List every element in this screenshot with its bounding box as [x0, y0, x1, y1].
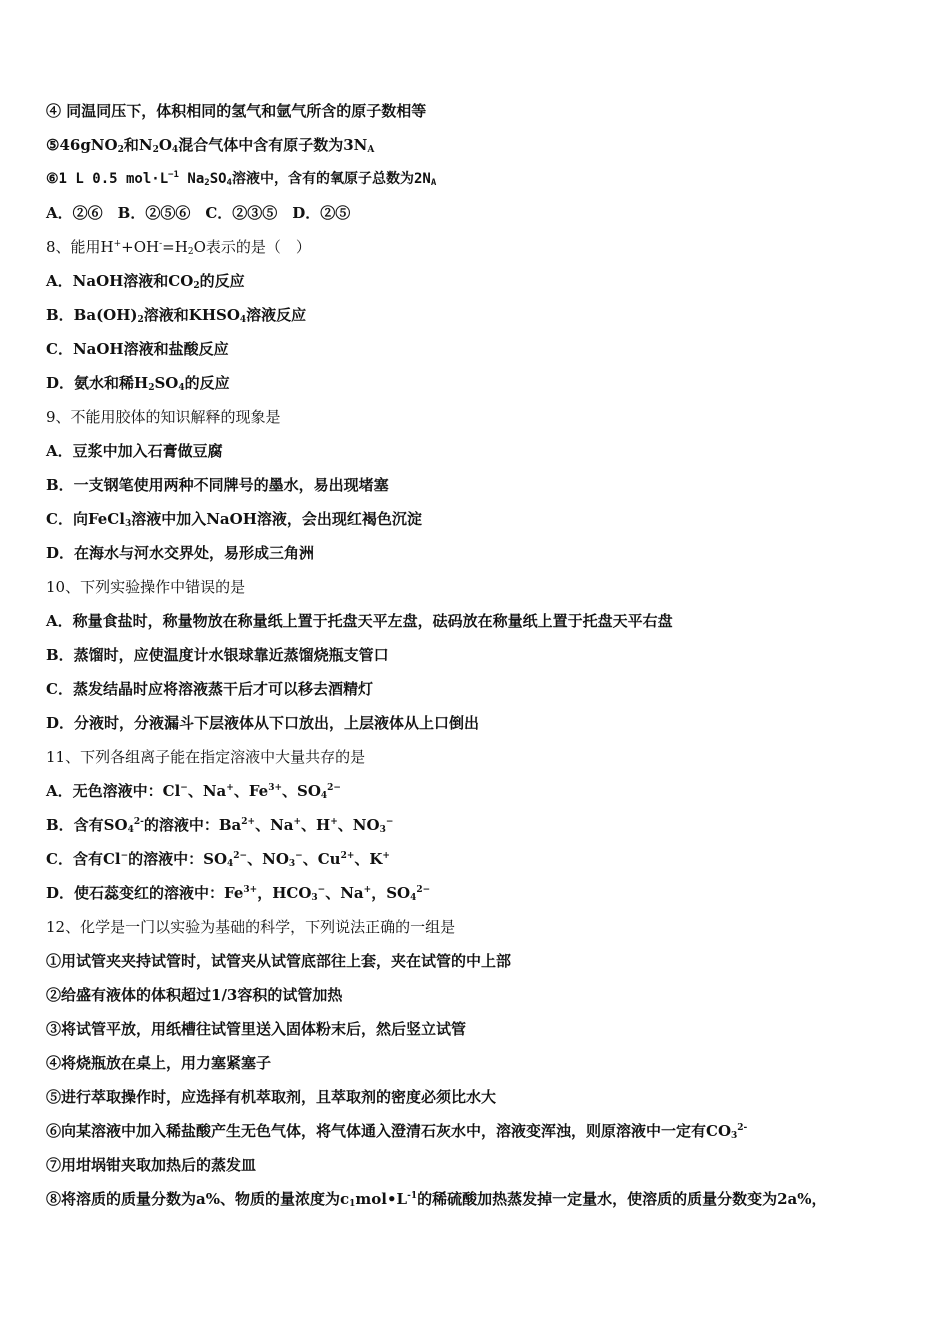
q11-option-c: C．含有Cl−的溶液中：$SO_4^{2-}$、$NO_3^-$、$Cu^{2+}$、K+	[46, 850, 390, 869]
q12-item-1: ①用试管夹夹持试管时，试管夹从试管底部往上套，夹在试管的中上部	[46, 952, 512, 970]
q12-item-6: ⑥向某溶液中加入稀盐酸产生无色气体，将气体通入澄清石灰水中，溶液变浑浊，则原溶液中一定有$CO_3^{2-}$	[46, 1122, 748, 1141]
q8-option-c: C．NaOH溶液和盐酸反应	[46, 340, 229, 358]
q12-item-7: ⑦用坩埚钳夹取加热后的蒸发皿	[46, 1156, 257, 1174]
statement-6: ⑥1 L 0.5 $mol\cdot L^{-1}$ $Na_2SO_4$溶液中，含有的氧原子总数为$2N_A$	[46, 170, 437, 188]
statement-5: ⑤46gNO$_2$和$N_2O_4$混合气体中含有原子数为$3N_A$	[46, 136, 375, 155]
question-10-stem: 10、下列实验操作中错误的是	[46, 578, 246, 596]
q7-options: A．②⑥ B．②⑤⑥ C．②③⑤ D．②⑤	[46, 204, 351, 222]
q10-option-b: B．蒸馏时，应使温度计水银球靠近蒸馏烧瓶支管口	[46, 646, 389, 664]
q12-item-2: ②给盛有液体的体积超过1/3容积的试管加热	[46, 986, 343, 1004]
q12-item-8: ⑧将溶质的质量分数为a%、物质的量浓度为$c_1mol•L^{-1}$的稀硫酸加热蒸发掉一定量水，使溶质的质量分数变为2a%，	[46, 1190, 827, 1209]
q8-option-b: B．$Ba(OH)_2$溶液和$KHSO_4$溶液反应	[46, 306, 307, 325]
q11-option-b: B．含有$SO_4^{2-}$的溶液中：$Ba^{2+}$、Na+、H+、$NO_3^-$	[46, 816, 394, 835]
question-8-stem: 8、能用$H^++OH^-=H_2O$表示的是（ ）	[46, 238, 311, 257]
question-9-stem: 9、不能用胶体的知识解释的现象是	[46, 408, 281, 426]
q11-option-a: A．无色溶液中：Cl−、Na+、$Fe^{3+}$、$SO_4^{2-}$	[46, 782, 341, 801]
question-12-stem: 12、化学是一门以实验为基础的科学，下列说法正确的一组是	[46, 918, 456, 936]
q9-option-a: A．豆浆中加入石膏做豆腐	[46, 442, 223, 460]
q12-item-5: ⑤进行萃取操作时，应选择有机萃取剂，且萃取剂的密度必须比水大	[46, 1088, 497, 1106]
q10-option-a: A．称量食盐时，称量物放在称量纸上置于托盘天平左盘，砝码放在称量纸上置于托盘天平右盘	[46, 612, 673, 630]
q11-option-d: D．使石蕊变红的溶液中：$Fe^{3+}$，$HCO_3^-$、Na+，$SO_4^{2-}$	[46, 884, 431, 903]
statement-4: ④ 同温同压下，体积相同的氢气和氩气所含的原子数相等	[46, 102, 427, 120]
q9-option-b: B．一支钢笔使用两种不同牌号的墨水，易出现堵塞	[46, 476, 389, 494]
q9-option-c: C．向FeCl$_3$溶液中加入NaOH溶液，会出现红褐色沉淀	[46, 510, 422, 529]
q10-option-d: D．分液时，分液漏斗下层液体从下口放出，上层液体从上口倒出	[46, 714, 480, 732]
q12-item-4: ④将烧瓶放在桌上，用力塞紧塞子	[46, 1054, 272, 1072]
q12-item-3: ③将试管平放，用纸槽往试管里送入固体粉末后，然后竖立试管	[46, 1020, 467, 1038]
q8-option-a: A．NaOH溶液和$CO_2$的反应	[46, 272, 245, 291]
q8-option-d: D．氨水和稀$H_2SO_4$的反应	[46, 374, 230, 393]
question-11-stem: 11、下列各组离子能在指定溶液中大量共存的是	[46, 748, 366, 766]
q9-option-d: D．在海水与河水交界处，易形成三角洲	[46, 544, 315, 562]
q10-option-c: C．蒸发结晶时应将溶液蒸干后才可以移去酒精灯	[46, 680, 373, 698]
